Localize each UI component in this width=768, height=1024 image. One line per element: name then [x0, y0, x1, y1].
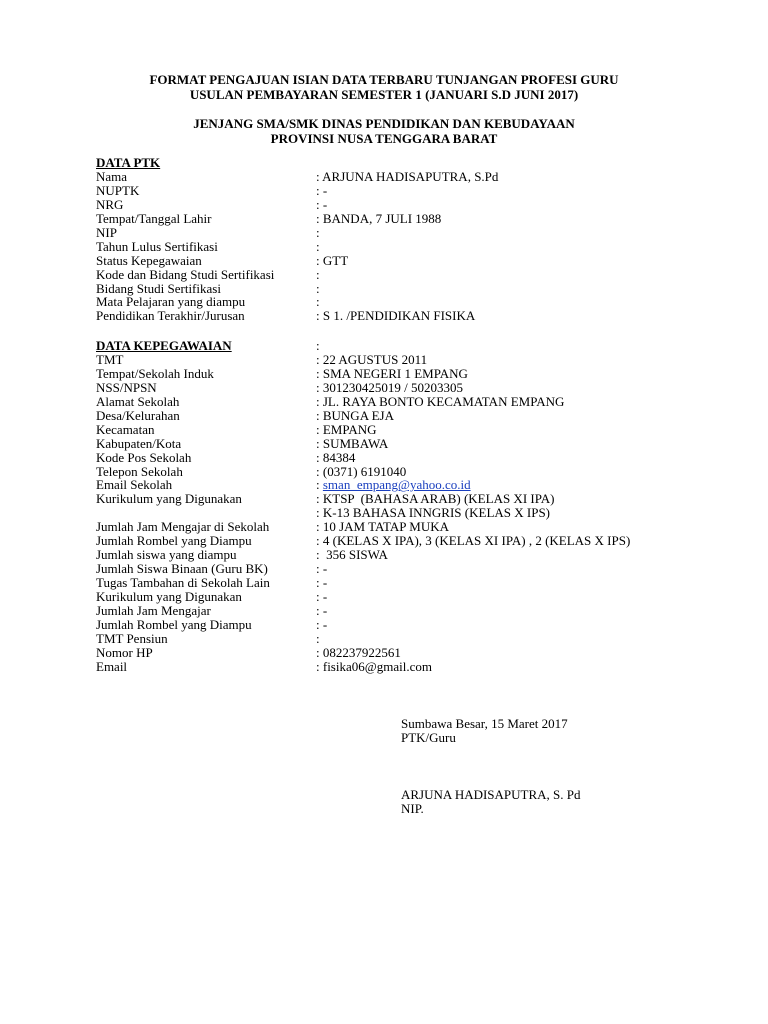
field-value: : - — [316, 182, 328, 198]
field-value: : 082237922561 — [316, 644, 401, 660]
field-value: : 4 (KELAS X IPA), 3 (KELAS XI IPA) , 2 (KELAS X IPS) — [316, 533, 631, 549]
field-value: : 356 SISWA — [316, 547, 388, 563]
field-label: Kode Pos Sekolah — [96, 449, 192, 465]
field-value: : KTSP (BAHASA ARAB) (KELAS XI IPA) — [316, 491, 555, 507]
table-row — [96, 184, 736, 198]
table-row — [96, 226, 736, 240]
table-row — [96, 451, 736, 465]
field-value: : - — [316, 616, 328, 632]
field-value: : 10 JAM TATAP MUKA — [316, 519, 449, 535]
table-row — [96, 604, 736, 618]
field-label: TMT — [96, 352, 124, 367]
table-row — [96, 240, 736, 254]
table-row — [96, 618, 736, 632]
field-value: : 84384 — [316, 449, 356, 465]
field-label: Tahun Lulus Sertifikasi — [96, 238, 218, 254]
field-value: : EMPANG — [316, 421, 377, 437]
field-label: Status Kepegawaian — [96, 252, 202, 268]
table-row — [96, 534, 736, 548]
table-row — [96, 562, 736, 576]
field-label: Jumlah Jam Mengajar di Sekolah — [96, 519, 270, 535]
field-value: : fisika06@gmail.com — [316, 658, 432, 674]
field-value: : — [316, 294, 320, 310]
field-value: : K-13 BAHASA INNGRIS (KELAS X IPS) — [316, 505, 551, 521]
table-row — [96, 478, 736, 492]
field-value: : - — [316, 575, 328, 590]
field-label: Nomor HP — [96, 644, 153, 660]
data-kepegawaian-table — [96, 353, 736, 674]
document-title-line1: FORMAT PENGAJUAN ISIAN DATA TERBARU TUNJANGAN PROFESI GURU — [149, 72, 619, 87]
table-row — [96, 212, 736, 226]
field-value: : SMA NEGERI 1 EMPANG — [316, 365, 468, 381]
field-value: : JL. RAYA BONTO KECAMATAN EMPANG — [316, 393, 565, 409]
field-label: Telepon Sekolah — [96, 463, 183, 479]
field-label: Kurikulum yang Digunakan — [96, 588, 242, 604]
table-row — [96, 492, 736, 506]
field-value: : — [316, 280, 320, 296]
field-label: Tempat/Tanggal Lahir — [96, 210, 212, 226]
field-value: : - — [316, 196, 328, 212]
table-row — [96, 632, 736, 646]
field-value: : — [316, 224, 320, 240]
field-label: Mata Pelajaran yang diampu — [96, 294, 246, 310]
table-row — [96, 367, 736, 381]
field-value: : — [316, 630, 320, 646]
field-label: Nama — [96, 169, 128, 184]
field-label: Kode dan Bidang Studi Sertifikasi — [96, 266, 275, 282]
document-title-line3: JENJANG SMA/SMK DINAS PENDIDIKAN DAN KEBUDAYAAN — [193, 116, 575, 131]
table-row — [96, 282, 736, 296]
field-label: NUPTK — [96, 182, 140, 198]
document-title-line4: PROVINSI NUSA TENGGARA BARAT — [270, 131, 498, 146]
field-value: : 22 AGUSTUS 2011 — [316, 352, 428, 367]
field-value: : - — [316, 602, 328, 618]
field-label: Alamat Sekolah — [96, 393, 180, 409]
field-label: Desa/Kelurahan — [96, 407, 180, 423]
table-row — [96, 309, 736, 323]
table-row — [96, 395, 736, 409]
field-value: : — [316, 238, 320, 254]
field-label: Pendidikan Terakhir/Jurusan — [96, 308, 245, 324]
field-label: Bidang Studi Sertifikasi — [96, 280, 221, 296]
field-label: Kabupaten/Kota — [96, 435, 182, 451]
field-value: : - — [316, 561, 328, 577]
field-value — [316, 478, 471, 492]
table-row — [96, 548, 736, 562]
section-heading-data-kepegawaian: DATA KEPEGAWAIAN — [96, 338, 232, 353]
field-label: NRG — [96, 196, 124, 212]
field-value: : BANDA, 7 JULI 1988 — [316, 210, 442, 226]
field-label: Kecamatan — [96, 421, 155, 437]
field-value: : ARJUNA HADISAPUTRA, S.Pd — [316, 169, 499, 184]
field-value: : - — [316, 588, 328, 604]
field-label: Jumlah Rombel yang Diampu — [96, 533, 252, 549]
table-row — [96, 409, 736, 423]
table-row — [96, 660, 736, 674]
field-label: Kurikulum yang Digunakan — [96, 491, 242, 507]
table-row — [96, 381, 736, 395]
table-row — [96, 423, 736, 437]
field-label: Jumlah siswa yang diampu — [96, 547, 237, 563]
field-value: : 301230425019 / 50203305 — [316, 379, 463, 395]
table-row — [96, 268, 736, 282]
field-value: : (0371) 6191040 — [316, 463, 407, 479]
field-label: NIP — [96, 224, 117, 240]
field-value: : S 1. /PENDIDIKAN FISIKA — [316, 308, 476, 324]
field-label: Email — [96, 658, 128, 674]
table-row — [96, 198, 736, 212]
signature-name: ARJUNA HADISAPUTRA, S. Pd — [401, 787, 581, 802]
signature-place-date: Sumbawa Besar, 15 Maret 2017 — [401, 716, 568, 731]
table-row — [96, 295, 736, 309]
signature-role: PTK/Guru — [401, 730, 456, 745]
table-row — [96, 170, 736, 184]
table-row — [96, 520, 736, 534]
section-heading-data-ptk: DATA PTK — [96, 155, 161, 170]
table-row — [96, 437, 736, 451]
field-label: Jumlah Jam Mengajar — [96, 602, 211, 618]
document-title-line2: USULAN PEMBAYARAN SEMESTER 1 (JANUARI S.D JUNI 2017) — [189, 87, 579, 102]
field-label: TMT Pensiun — [96, 630, 168, 646]
field-value: : — [316, 266, 320, 282]
field-value: : GTT — [316, 252, 349, 268]
table-row — [96, 465, 736, 479]
field-value: : SUMBAWA — [316, 435, 389, 451]
signature-nip: NIP. — [401, 801, 424, 816]
field-label: NSS/NPSN — [96, 379, 157, 395]
field-label: Tugas Tambahan di Sekolah Lain — [96, 575, 270, 590]
table-row — [96, 646, 736, 660]
table-row — [96, 353, 736, 367]
email-link[interactable]: sman_empang@yahoo.co.id — [322, 477, 471, 493]
field-label: Tempat/Sekolah Induk — [96, 365, 214, 381]
field-value-prefix: : — [316, 477, 323, 493]
table-row — [96, 254, 736, 268]
field-value: : BUNGA EJA — [316, 407, 395, 423]
table-row — [96, 590, 736, 604]
data-ptk-table — [96, 170, 736, 323]
table-row — [96, 576, 736, 590]
section-heading-colon: : — [316, 338, 320, 353]
field-label: Email Sekolah — [96, 477, 173, 493]
field-label: Jumlah Siswa Binaan (Guru BK) — [96, 561, 268, 577]
field-label: Jumlah Rombel yang Diampu — [96, 616, 252, 632]
table-row — [96, 506, 736, 520]
